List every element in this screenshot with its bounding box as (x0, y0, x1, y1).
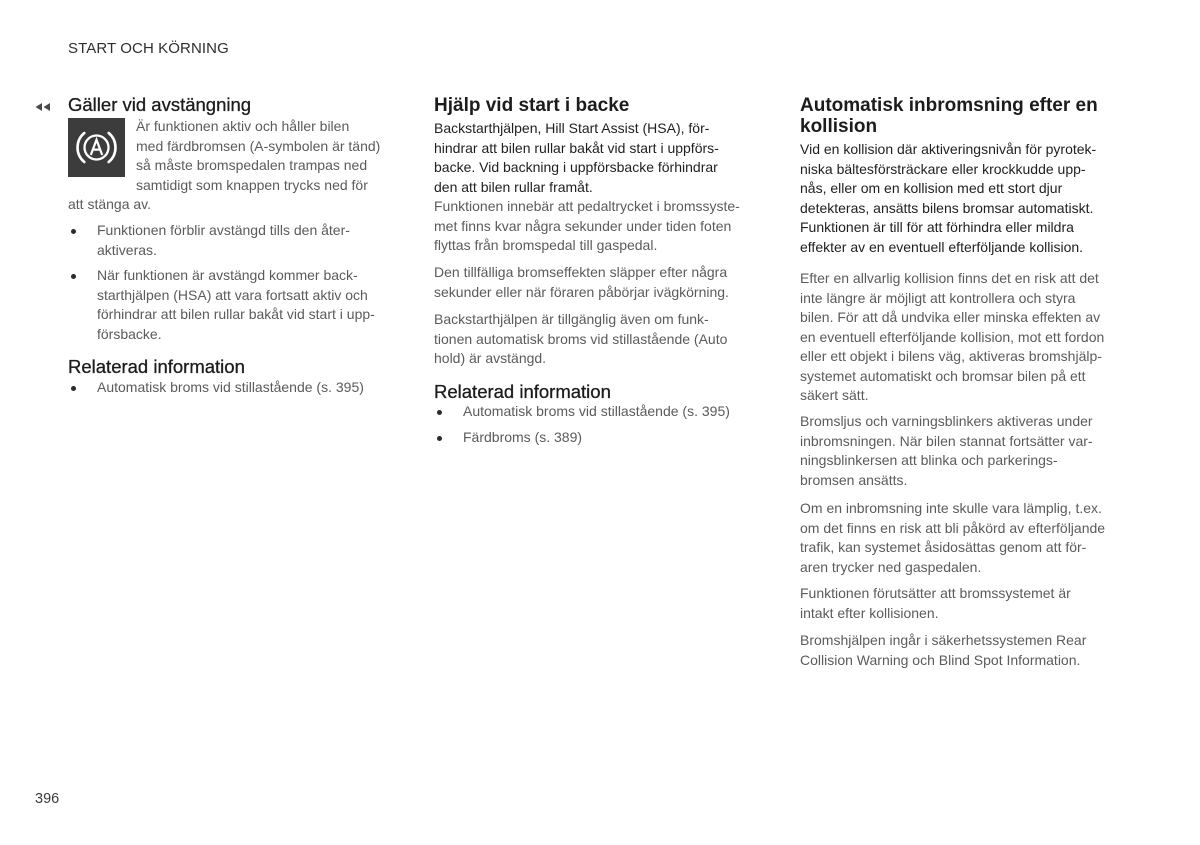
text-line: met finns kvar några sekunder under tiden foten (434, 217, 732, 234)
text-line: att stänga av. (68, 196, 152, 212)
paragraph (434, 263, 729, 302)
paragraph (800, 631, 1086, 670)
related-reference-text: Färdbroms (s. 389) (463, 429, 583, 445)
text-line: Backstarthjälpen är tillgänglig även om funk- (434, 311, 709, 327)
text-line: flyttas från bromspedal till gaspedal. (434, 237, 658, 253)
text-line: Den tillfälliga bromseffekten släpper efter några (434, 264, 728, 280)
text-line: trafik, kan systemet åsidosättas genom att för- (800, 539, 1087, 555)
text-line: hold) är avstängd. (434, 350, 547, 366)
section-title: START OCH KÖRNING (68, 40, 229, 57)
text-line: bilen. För att då undvika eller minska effekten av (800, 309, 1101, 325)
text-line: nås, eller om en kollision med ett stort djur (800, 180, 1063, 196)
heading-line: Automatisk inbromsning efter en (800, 94, 1098, 116)
text-line: den att bilen rullar framåt. (434, 178, 593, 195)
text-line: effekter av en eventuell efterföljande kollision. (800, 238, 1084, 255)
bullet-dot (437, 436, 442, 441)
related-information-heading: Relaterad information (68, 356, 245, 377)
text-line: Collision Warning och Blind Spot Information. (800, 651, 1081, 668)
text-line: så måste bromspedalen trampas ned (136, 157, 368, 173)
related-reference-text: Automatisk broms vid stillastående (s. 395) (463, 403, 730, 419)
heading-line: kollision (800, 115, 878, 137)
hill-start-assist-heading: Hjälp vid start i backe (434, 94, 630, 116)
continuation-arrows-icon (35, 99, 51, 109)
text-line: hindrar att bilen rullar bakåt vid start i uppförs- (434, 139, 719, 156)
related-reference-text: Automatisk broms vid stillastående (s. 395) (97, 379, 364, 395)
paragraph (800, 584, 1071, 623)
text-line: sekunder eller när föraren påbörjar ivägkörning. (434, 283, 729, 300)
text-line: Efter en allvarlig kollision finns det en risk att det (800, 270, 1099, 286)
text-line: en eventuell efterföljande kollision, mot ett fordon (800, 328, 1105, 345)
turn-off-heading: Gäller vid avstängning (68, 94, 252, 115)
text-line: aren trycker ned gaspedalen. (800, 558, 982, 575)
text-line: Är funktionen aktiv och håller bilen (136, 118, 350, 134)
text-line: Om en inbromsning inte skulle vara lämplig, t.ex. (800, 500, 1102, 516)
text-line: bromsen ansätts. (800, 471, 908, 488)
related-information-heading: Relaterad information (434, 381, 611, 402)
text-line: Bromsljus och varningsblinkers aktiveras under (800, 413, 1093, 429)
text-line: starthjälpen (HSA) att vara fortsatt aktiv och (97, 286, 368, 303)
text-line: Funktionen är till för att förhindra eller mildra (800, 219, 1074, 235)
post-collision-braking-heading (800, 95, 1098, 137)
paragraph (800, 412, 1093, 490)
text-line: Bromshjälpen ingår i säkerhetssystemen Rear (800, 632, 1087, 648)
related-reference-item (68, 378, 408, 398)
page-number: 396 (35, 791, 60, 807)
paragraph (434, 310, 727, 369)
text-line: med färdbromsen (A-symbolen är tänd) (136, 137, 381, 154)
text-line: Funktionen förutsätter att bromssystemet är (800, 585, 1071, 601)
text-line: Funktionen innebär att pedaltrycket i bromssyste- (434, 198, 740, 214)
bullet-dot (71, 386, 76, 391)
text-line: Backstarthjälpen, Hill Start Assist (HSA), för- (434, 120, 710, 136)
text-line: Funktionen förblir avstängd tills den åter- (97, 222, 350, 238)
paragraph (800, 499, 1105, 577)
text-line: säkert sätt. (800, 387, 869, 403)
text-line: När funktionen är avstängd kommer back- (97, 267, 358, 283)
text-line: Vid en kollision där aktiveringsnivån för pyrotek- (800, 141, 1097, 157)
bullet-dot (437, 410, 442, 415)
paragraph (800, 269, 1104, 406)
related-reference-item (434, 402, 774, 422)
paragraph (68, 117, 380, 215)
bullet-dot (71, 229, 76, 234)
text-line: systemet automatiskt och bromsar bilen på ett (800, 367, 1086, 384)
intro-paragraph (800, 140, 1096, 257)
text-line: detekteras, ansätts bilens bromsar automatiskt. (800, 199, 1094, 216)
intro-paragraph (434, 119, 719, 197)
text-line: förhindrar att bilen rullar bakåt vid start i upp- (97, 306, 375, 322)
text-line: tionen automatisk broms vid stillastående (Auto (434, 330, 728, 347)
related-reference-item (434, 428, 774, 448)
text-line: niska bältesförsträckare eller krockkudde upp- (800, 160, 1086, 177)
text-line: om det finns en risk att bli påkörd av efterföljande (800, 519, 1106, 536)
bullet-dot (71, 274, 76, 279)
text-line: inbromsningen. När bilen stannat fortsätter var- (800, 432, 1093, 449)
text-line: backe. Vid backning i uppförsbacke förhindrar (434, 159, 718, 175)
text-line: aktiveras. (97, 241, 157, 258)
text-line: samtidigt som knappen trycks ned för (136, 176, 368, 193)
text-line: eller ett objekt i bilens väg, aktiveras bromshjälp- (800, 348, 1102, 364)
bullet-item (68, 221, 408, 260)
bullet-item (68, 266, 408, 344)
paragraph (434, 197, 740, 256)
text-line: intakt efter kollisionen. (800, 604, 939, 621)
text-line: ningsblinkersen att blinka och parkerings- (800, 452, 1058, 468)
text-line: inte längre är möjligt att kontrollera och styra (800, 289, 1076, 306)
text-line: försbacke. (97, 325, 162, 342)
